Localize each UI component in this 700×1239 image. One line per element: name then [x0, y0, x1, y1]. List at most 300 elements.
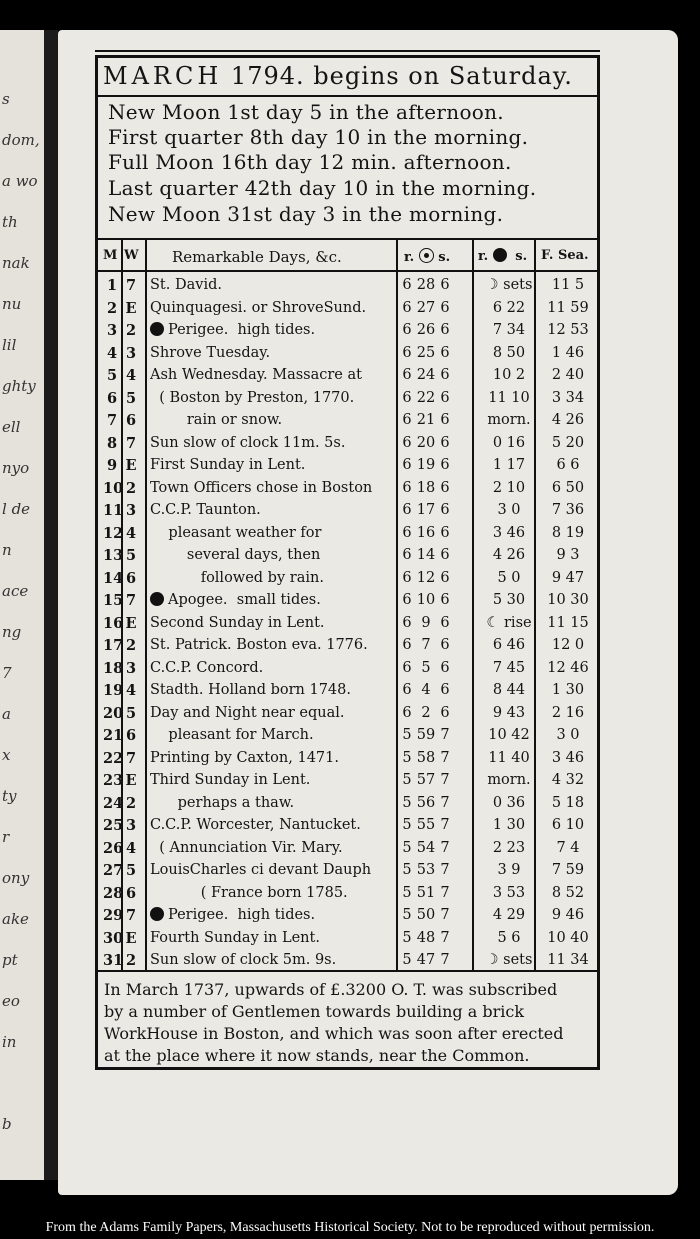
sunrise-hour-cell: 6	[402, 614, 412, 631]
archive-caption: From the Adams Family Papers, Massachusetts Historical Society. Not to be reproduced without permission.	[45, 1220, 655, 1235]
month-day-cell: 30	[103, 929, 124, 947]
sun-symbol-icon	[419, 248, 434, 263]
moon-cell: 3 46	[492, 524, 526, 541]
sunrise-hour-cell: 5	[402, 884, 412, 901]
sun-minutes-cell: 55	[416, 817, 436, 833]
month-day-cell: 18	[103, 659, 124, 677]
col-header-full-sea: F. Sea.	[541, 248, 589, 263]
week-day-cell: 7	[125, 434, 137, 452]
moon-phase: Last quarter 42th day 10 in the morning.	[108, 176, 537, 200]
week-day-cell: E	[125, 614, 137, 632]
sunrise-hour-cell: 6	[402, 637, 412, 653]
table-row	[98, 748, 597, 771]
table-row	[98, 613, 597, 636]
table-row	[98, 680, 597, 703]
marginalia-text: lil	[2, 336, 17, 354]
week-day-cell: 2	[125, 479, 137, 497]
remarkable-day-cell: ( Boston by Preston, 1770.	[150, 389, 355, 406]
week-day-cell: E	[125, 929, 137, 947]
sun-minutes-cell: 5	[421, 659, 431, 676]
sunset-label: s.	[438, 250, 451, 265]
remarkable-day-cell: perhaps a thaw.	[150, 794, 295, 811]
month-day-cell: 2	[106, 299, 118, 317]
sun-minutes-cell: 20	[416, 434, 436, 451]
week-day-cell: 6	[125, 569, 137, 587]
marginalia-text: ng	[2, 623, 22, 641]
week-day-cell: 2	[125, 322, 137, 339]
header-rule-bottom	[98, 270, 597, 272]
moon-cell: 5 6	[497, 929, 521, 946]
full-sea-cell: 10 30	[547, 592, 589, 608]
sunset-hour-cell: 7	[440, 749, 450, 766]
week-day-cell: 3	[125, 817, 137, 834]
week-day-cell: 2	[125, 637, 137, 654]
sunrise-hour-cell: 6	[402, 682, 412, 698]
remarkable-day-cell: pleasant weather for	[150, 524, 322, 541]
remarkable-day-cell: pleasant for March.	[150, 727, 314, 743]
week-day-cell: 4	[125, 367, 137, 384]
moon-cell: 11 40	[488, 749, 530, 766]
sunrise-hour-cell: 6	[402, 704, 412, 721]
full-sea-cell: 6 50	[551, 479, 585, 496]
sunrise-hour-cell: 6	[402, 344, 412, 361]
marginalia-text: 7	[2, 664, 12, 682]
table-row	[98, 860, 597, 883]
remarkable-day-cell	[150, 907, 315, 923]
sunset-hour-cell: 7	[440, 907, 450, 923]
col-header-remarkable-days: Remarkable Days, &c.	[172, 248, 342, 266]
month-day-cell: 10	[103, 479, 124, 497]
week-day-cell: 6	[125, 412, 137, 429]
month-day-cell: 17	[103, 637, 124, 654]
month-day-cell: 20	[103, 704, 124, 722]
remarkable-day-cell: Second Sunday in Lent.	[150, 614, 325, 631]
full-sea-cell: 4 26	[551, 412, 585, 428]
marginalia-text: dom,	[2, 131, 40, 149]
remarkable-day-cell	[150, 322, 315, 338]
full-sea-cell: 9 47	[551, 569, 585, 586]
full-sea-cell: 11 15	[547, 614, 589, 631]
sun-minutes-cell: 56	[416, 794, 436, 811]
remarkable-day-cell: St. Patrick. Boston eva. 1776.	[150, 637, 368, 653]
month-day-cell: 16	[103, 614, 124, 632]
sunset-hour-cell: 7	[440, 794, 450, 811]
sun-minutes-cell: 10	[416, 592, 436, 608]
sunset-hour-cell: 6	[440, 547, 450, 563]
table-row	[98, 478, 597, 501]
sunrise-hour-cell: 6	[402, 502, 412, 518]
full-sea-cell: 7 4	[556, 839, 580, 856]
moon-cell: 10 2	[492, 367, 526, 383]
marginalia-text: a wo	[2, 172, 38, 190]
table-row	[98, 275, 597, 298]
table-row	[98, 523, 597, 546]
col-header-week-day: W	[124, 248, 139, 263]
month-day-cell: 13	[103, 547, 124, 564]
marginalia-text: b	[2, 1115, 12, 1133]
remarkable-day-cell: Sun slow of clock 5m. 9s.	[150, 952, 337, 968]
sunset-hour-cell: 6	[440, 524, 450, 541]
full-sea-cell: 3 34	[551, 389, 585, 406]
table-row	[98, 568, 597, 591]
moon-cell: ☾ rise	[486, 614, 532, 631]
full-sea-cell: 8 52	[551, 884, 585, 901]
full-sea-cell: 1 30	[551, 682, 585, 698]
week-day-cell: 3	[125, 344, 137, 362]
sun-minutes-cell: 28	[416, 277, 436, 293]
remarkable-day-cell: First Sunday in Lent.	[150, 457, 306, 473]
remarkable-day-cell: Town Officers chose in Boston	[150, 479, 373, 496]
week-day-cell: E	[125, 299, 137, 317]
moon-cell: 0 36	[492, 794, 526, 811]
moon-cell: 4 26	[492, 547, 526, 563]
moon-cell: 3 0	[497, 502, 521, 518]
moon-cell: 1 17	[492, 457, 526, 473]
week-day-cell: 7	[125, 277, 137, 294]
moon-phase-dot-icon	[150, 907, 164, 921]
sunrise-hour-cell: 6	[402, 389, 412, 406]
marginalia-text: n	[2, 541, 12, 559]
moon-cell: 10 42	[488, 727, 530, 743]
moon-phase-dot-icon	[150, 592, 164, 606]
moon-cell: morn.	[487, 772, 531, 788]
moon-cell: 2 10	[492, 479, 526, 496]
footnote-line: WorkHouse in Boston, and which was soon after erected	[104, 1024, 564, 1043]
sunrise-label: r.	[404, 250, 415, 265]
moon-phase-dot-icon	[150, 322, 164, 336]
marginalia-text: nak	[2, 254, 30, 272]
moon-cell: 5 0	[497, 569, 521, 586]
full-sea-cell: 5 18	[551, 794, 585, 811]
sunset-hour-cell: 6	[440, 614, 450, 631]
week-day-cell: 6	[125, 884, 137, 902]
sunset-hour-cell: 7	[440, 929, 450, 946]
full-sea-cell: 8 19	[551, 524, 585, 541]
sunset-hour-cell: 6	[440, 299, 450, 316]
top-rule	[95, 50, 600, 52]
month-day-cell: 28	[103, 884, 124, 902]
remarkable-day-cell: C.C.P. Concord.	[150, 659, 264, 676]
moon-cell: 7 45	[492, 659, 526, 676]
remarkable-day-cell: Fourth Sunday in Lent.	[150, 929, 320, 946]
sun-minutes-cell: 48	[416, 929, 436, 946]
marginalia-text: ony	[2, 869, 30, 887]
sunset-hour-cell: 6	[440, 659, 450, 676]
remarkable-day-cell: Third Sunday in Lent.	[150, 772, 311, 788]
month-day-cell: 15	[103, 592, 124, 609]
month-day-cell: 31	[103, 952, 124, 969]
moon-phase: New Moon 1st day 5 in the afternoon.	[108, 100, 504, 124]
remarkable-day-cell	[150, 592, 321, 608]
marginalia-text: x	[2, 746, 11, 764]
col-header-moon	[478, 248, 527, 264]
month-day-cell: 19	[103, 682, 124, 699]
week-day-cell: 7	[125, 592, 137, 609]
marginalia-text: ell	[2, 418, 21, 436]
week-day-cell: 2	[125, 952, 137, 969]
table-row	[98, 838, 597, 861]
table-row	[98, 725, 597, 748]
week-day-cell: 2	[125, 794, 137, 812]
marginalia-text: pt	[2, 951, 18, 969]
sunrise-hour-cell: 5	[402, 749, 412, 766]
footnote-line: by a number of Gentlemen towards building a brick	[104, 1002, 525, 1021]
sunset-hour-cell: 7	[440, 862, 450, 878]
sunrise-hour-cell: 6	[402, 592, 412, 608]
sunrise-hour-cell: 6	[402, 299, 412, 316]
moon-cell: 7 34	[492, 322, 526, 338]
week-day-cell: 7	[125, 907, 137, 924]
table-bottom-rule	[98, 970, 597, 972]
remarkable-day-cell: Printing by Caxton, 1471.	[150, 749, 339, 766]
remarkable-day-cell: ( Annunciation Vir. Mary.	[150, 839, 343, 856]
remarkable-day-text: Perigee. high tides.	[168, 907, 316, 923]
full-sea-cell: 12 46	[547, 659, 589, 676]
table-row	[98, 410, 597, 433]
month-day-cell: 22	[103, 749, 124, 767]
moon-cell: 8 44	[492, 682, 526, 698]
sunrise-hour-cell: 5	[402, 907, 412, 923]
remarkable-day-cell: rain or snow.	[150, 412, 283, 428]
sun-minutes-cell: 58	[416, 749, 436, 766]
marginalia-text: nyo	[2, 459, 30, 477]
sun-minutes-cell: 17	[416, 502, 436, 518]
sun-minutes-cell: 4	[421, 682, 431, 698]
sunset-hour-cell: 6	[440, 682, 450, 698]
week-day-cell: 5	[125, 389, 137, 407]
sunrise-hour-cell: 5	[402, 862, 412, 878]
remarkable-day-cell: Shrove Tuesday.	[150, 344, 271, 361]
table-row	[98, 658, 597, 681]
table-row	[98, 770, 597, 793]
sun-minutes-cell: 26	[416, 322, 436, 338]
sunrise-hour-cell: 6	[402, 659, 412, 676]
full-sea-cell: 9 3	[556, 547, 580, 563]
table-row	[98, 455, 597, 478]
table-row	[98, 793, 597, 816]
full-sea-cell: 10 40	[547, 929, 589, 946]
remarkable-day-cell: ( France born 1785.	[150, 884, 348, 901]
remarkable-day-cell: Quinquagesi. or ShroveSund.	[150, 299, 367, 316]
table-row	[98, 883, 597, 906]
sun-minutes-cell: 54	[416, 839, 436, 856]
moon-cell: 3 53	[492, 884, 526, 901]
month-day-cell: 24	[103, 794, 124, 812]
moon-cell: 3 9	[497, 862, 521, 878]
col-header-month-day: M	[103, 248, 118, 263]
moon-cell: 4 29	[492, 907, 526, 923]
sunset-hour-cell: 6	[440, 277, 450, 293]
sun-minutes-cell: 16	[416, 524, 436, 541]
month-day-cell: 26	[103, 839, 124, 857]
sun-minutes-cell: 9	[421, 614, 431, 631]
month-day-cell: 5	[106, 367, 118, 384]
month-day-cell: 6	[106, 389, 118, 407]
full-sea-cell: 6 6	[556, 457, 580, 473]
footnote-line: at the place where it now stands, near the Common.	[104, 1046, 530, 1065]
moonset-label: s.	[515, 249, 528, 264]
sunrise-hour-cell: 6	[402, 434, 412, 451]
moon-phase: First quarter 8th day 10 in the morning.	[108, 125, 529, 149]
table-row	[98, 635, 597, 658]
sunrise-hour-cell: 6	[402, 547, 412, 563]
week-day-cell: 5	[125, 704, 137, 722]
table-row	[98, 905, 597, 928]
full-sea-cell: 11 34	[547, 952, 589, 968]
full-sea-cell: 2 16	[551, 704, 585, 721]
sunrise-hour-cell: 5	[402, 839, 412, 856]
sunrise-hour-cell: 6	[402, 569, 412, 586]
month-day-cell: 1	[106, 277, 118, 294]
sun-minutes-cell: 27	[416, 299, 436, 316]
footnote-line: In March 1737, upwards of £.3200 O. T. was subscribed	[104, 980, 558, 999]
sunrise-hour-cell: 5	[402, 794, 412, 811]
week-day-cell: 7	[125, 749, 137, 767]
moon-cell: 6 22	[492, 299, 526, 316]
marginalia-text: s	[2, 90, 10, 108]
sun-minutes-cell: 18	[416, 479, 436, 496]
marginalia-text: ake	[2, 910, 29, 928]
sunset-hour-cell: 6	[440, 344, 450, 361]
full-sea-cell: 2 40	[551, 367, 585, 383]
sunset-hour-cell: 6	[440, 569, 450, 586]
sun-minutes-cell: 19	[416, 457, 436, 473]
sunrise-hour-cell: 5	[402, 952, 412, 968]
remarkable-day-cell: C.C.P. Taunton.	[150, 502, 261, 518]
month-day-cell: 21	[103, 727, 124, 744]
remarkable-day-cell: several days, then	[150, 547, 321, 563]
week-day-cell: 4	[125, 839, 137, 857]
sunset-hour-cell: 7	[440, 884, 450, 901]
sunrise-hour-cell: 6	[402, 457, 412, 473]
moon-cell: 0 16	[492, 434, 526, 451]
marginalia-text: ghty	[2, 377, 36, 395]
month-day-cell: 12	[103, 524, 124, 542]
month-day-cell: 9	[106, 457, 118, 474]
remarkable-day-text: Perigee. high tides.	[168, 322, 316, 338]
marginalia-text: r	[2, 828, 10, 846]
week-day-cell: E	[125, 772, 137, 789]
col-header-sun	[404, 248, 450, 265]
header-rule-top	[98, 238, 597, 240]
moon-cell: 1 30	[492, 817, 526, 833]
sunrise-hour-cell: 6	[402, 277, 412, 293]
moon-symbol-icon	[493, 248, 507, 262]
marginalia-text: a	[2, 705, 11, 723]
sunset-hour-cell: 6	[440, 479, 450, 496]
sunset-hour-cell: 6	[440, 322, 450, 338]
title-rule	[98, 95, 597, 97]
sunrise-hour-cell: 5	[402, 929, 412, 946]
week-day-cell: 3	[125, 502, 137, 519]
full-sea-cell: 3 46	[551, 749, 585, 766]
full-sea-cell: 7 59	[551, 862, 585, 878]
table-row	[98, 815, 597, 838]
table-row	[98, 365, 597, 388]
week-day-cell: 4	[125, 524, 137, 542]
moon-cell: morn.	[487, 412, 531, 428]
sunset-hour-cell: 6	[440, 412, 450, 428]
sunset-hour-cell: 7	[440, 817, 450, 833]
sunset-hour-cell: 7	[440, 727, 450, 743]
week-day-cell: 5	[125, 547, 137, 564]
table-row	[98, 545, 597, 568]
remarkable-day-cell: St. David.	[150, 277, 222, 293]
sun-minutes-cell: 50	[416, 907, 436, 923]
full-sea-cell: 12 0	[551, 637, 585, 653]
week-day-cell: 4	[125, 682, 137, 699]
sun-minutes-cell: 24	[416, 367, 436, 383]
sun-minutes-cell: 21	[416, 412, 436, 428]
table-row	[98, 320, 597, 343]
remarkable-day-cell: followed by rain.	[150, 569, 324, 586]
marginalia-text: ace	[2, 582, 29, 600]
sunrise-hour-cell: 6	[402, 524, 412, 541]
moonrise-label: r.	[478, 249, 489, 264]
marginalia-text: ty	[2, 787, 17, 805]
marginalia-text: eo	[2, 992, 20, 1010]
marginalia-text: nu	[2, 295, 22, 313]
sunset-hour-cell: 7	[440, 772, 450, 788]
sunrise-hour-cell: 5	[402, 727, 412, 743]
moon-cell: 8 50	[492, 344, 526, 361]
moon-cell: 2 23	[492, 839, 526, 856]
table-row	[98, 343, 597, 366]
month-day-cell: 25	[103, 817, 124, 834]
sunset-hour-cell: 7	[440, 839, 450, 856]
table-row	[98, 703, 597, 726]
sun-minutes-cell: 57	[416, 772, 436, 788]
full-sea-cell: 1 46	[551, 344, 585, 361]
sunset-hour-cell: 6	[440, 704, 450, 721]
full-sea-cell: 11 59	[547, 299, 589, 316]
moon-phase: New Moon 31st day 3 in the morning.	[108, 202, 504, 226]
book-gutter	[44, 30, 58, 1180]
sun-minutes-cell: 14	[416, 547, 436, 563]
left-page-fragment	[0, 30, 48, 1180]
week-day-cell: 5	[125, 862, 137, 879]
sunset-hour-cell: 6	[440, 434, 450, 451]
month-day-cell: 29	[103, 907, 124, 924]
month-day-cell: 3	[106, 322, 118, 339]
marginalia-text: in	[2, 1033, 17, 1051]
sun-minutes-cell: 22	[416, 389, 436, 406]
table-row	[98, 590, 597, 613]
full-sea-cell: 7 36	[551, 502, 585, 518]
sun-minutes-cell: 47	[416, 952, 436, 968]
sunrise-hour-cell: 6	[402, 479, 412, 496]
moon-phase: Full Moon 16th day 12 min. afternoon.	[108, 150, 512, 174]
marginalia-text: th	[2, 213, 18, 231]
remarkable-day-cell: Day and Night near equal.	[150, 704, 345, 721]
moon-cell: ☽ sets	[485, 952, 533, 968]
remarkable-day-cell: Stadth. Holland born 1748.	[150, 682, 351, 698]
page-title	[103, 62, 573, 90]
sun-minutes-cell: 53	[416, 862, 436, 878]
month-day-cell: 11	[103, 502, 124, 519]
month-day-cell: 14	[103, 569, 124, 587]
title-text: begins on Saturday.	[313, 62, 573, 90]
sunrise-hour-cell: 6	[402, 412, 412, 428]
table-row	[98, 433, 597, 456]
moon-cell: 6 46	[492, 637, 526, 653]
full-sea-cell: 6 10	[551, 817, 585, 833]
sunset-hour-cell: 6	[440, 592, 450, 608]
sunset-hour-cell: 6	[440, 389, 450, 406]
sun-minutes-cell: 59	[416, 727, 436, 743]
full-sea-cell: 5 20	[551, 434, 585, 451]
month-day-cell: 23	[103, 772, 124, 789]
